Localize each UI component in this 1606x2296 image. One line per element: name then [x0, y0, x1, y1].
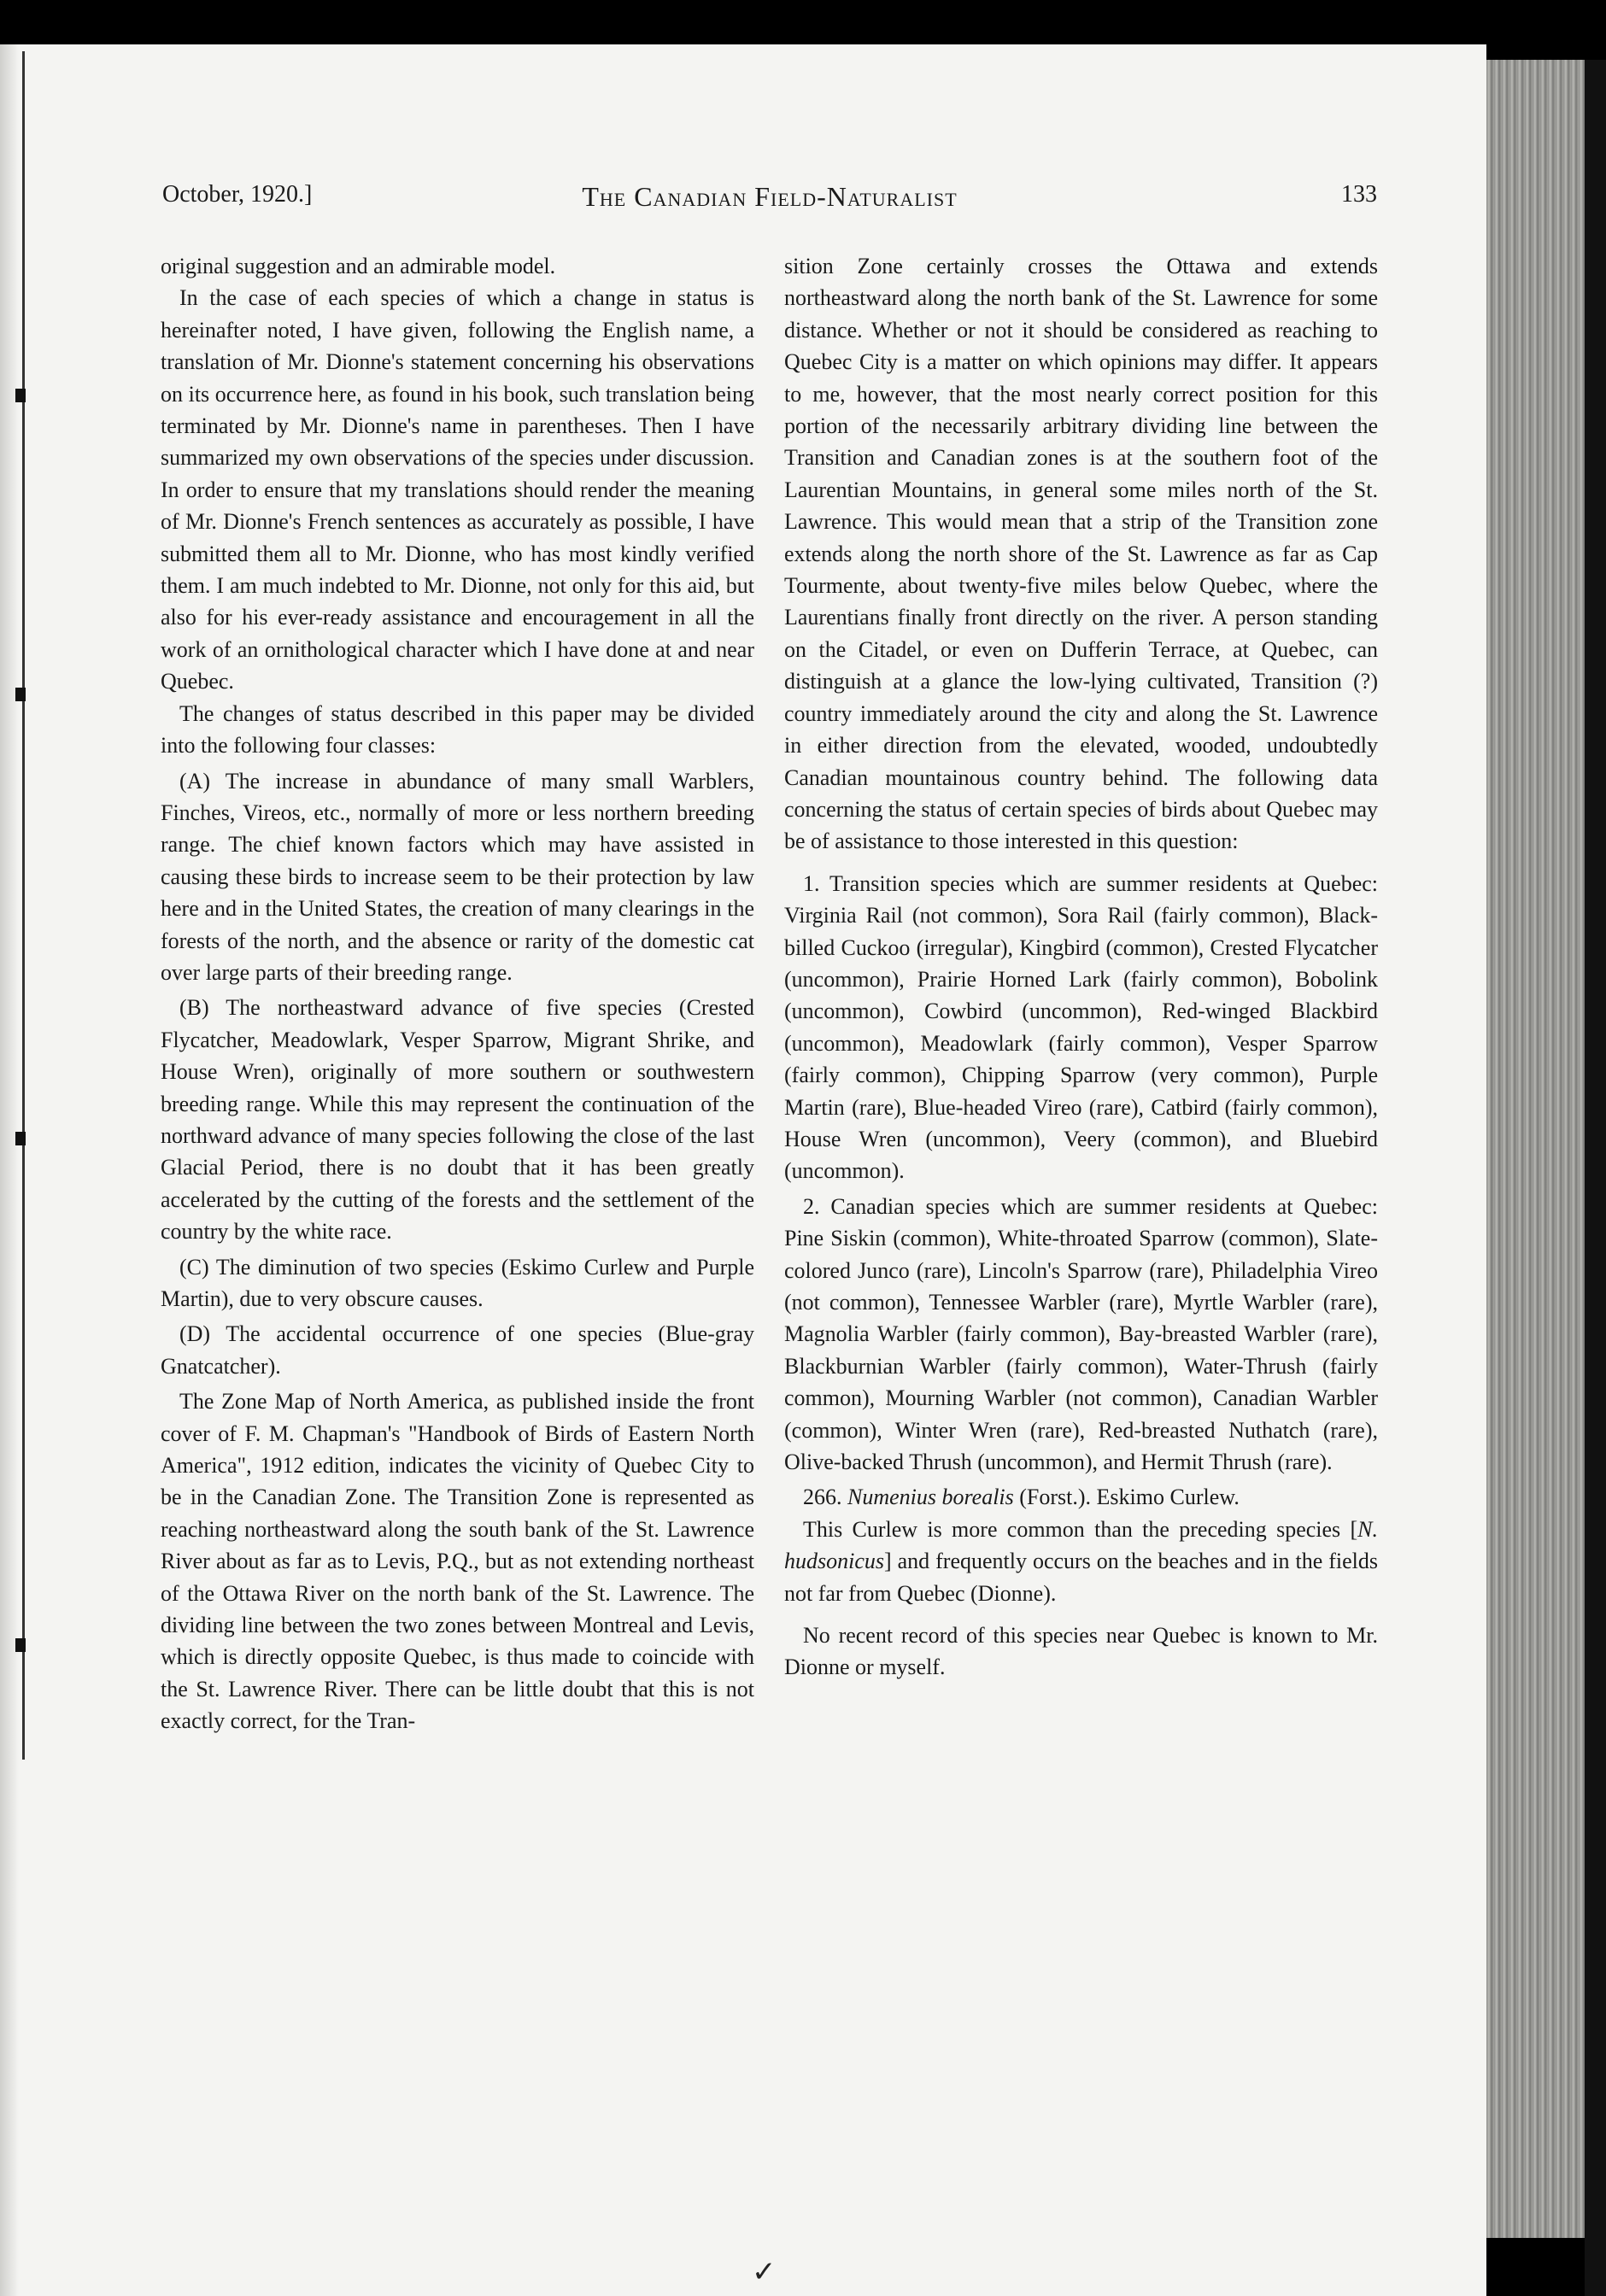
- quote-text: ] and frequently occurs on the beaches and in the fields not far from Quebec (Dionne).: [784, 1549, 1378, 1606]
- right-column: [784, 250, 1378, 1684]
- journal-title: The Canadian Field-Naturalist: [582, 181, 958, 212]
- quote-text: This Curlew is more common than the preceding species [: [803, 1516, 1358, 1542]
- species-number: 266.: [803, 1485, 842, 1510]
- paragraph: In the case of each species of which a change in status is hereinafter noted, I have given, following the English name, a translation of Mr. Dionne's statement concerning his observations on its occurrence here, as found in his book, such translation being terminated by Mr. Dionne's name in parentheses. Then I have summarized my own observations of the species under discussion. In order to ensure that my translations should render the meaning of Mr. Dionne's French sentences as accurately as possible, I have submitted them all to Mr. Dionne, who has most kindly verified them. I am much indebted to Mr. Dionne, not only for this aid, but also for his ever-ready assistance and encouragement in all the work of an ornithological character which I have done at and near Quebec.: [161, 285, 754, 694]
- paragraph-class-b: (B) The northeastward advance of five species (Crested Flycatcher, Meadowlark, Vesper Sparrow, Migrant Shrike, and House Wren), originally of more southern or southwestern breeding range. While this may represent the continuation of the northward advance of many species following the close of the last Glacial Period, there is no doubt that it has been greatly accelerated by the cutting of the forests and the settlement of the country by the white race.: [161, 995, 754, 1245]
- paragraph: No recent record of this species near Quebec is known to Mr. Dionne or myself.: [784, 1623, 1378, 1680]
- issue-date: October, 1920.]: [162, 181, 313, 208]
- page-number: 133: [1341, 181, 1377, 208]
- paragraph-dionne-quote: [784, 1514, 1378, 1609]
- binding-mark: [15, 688, 26, 701]
- scan-border: [1585, 60, 1606, 2296]
- species-latin-name: Numenius borealis: [847, 1485, 1014, 1510]
- paragraph: original suggestion and an admirable model.: [161, 254, 556, 278]
- page-gutter-shadow: [0, 44, 19, 2296]
- binding-mark: [15, 389, 26, 402]
- paragraph: sition Zone certainly crosses the Ottawa and extends northeastward along the north bank of the St. Lawrence for some distance. Whether or not it should be considered as reaching to Quebec City is a matter on which opinions may differ. It appears to me, however, that the most nearly correct position for this portion of the necessarily arbitrary dividing line between the Transition and Canadian zones is at the southern foot of the Laurentian Mountains, in general some miles north of the St. Lawrence. This would mean that a strip of the Transition zone extends along the north shore of the St. Lawrence as far as Cap Tourmente, about twenty-five miles below Quebec, where the Laurentians finally front directly on the river. A person standing on the Citadel, or even on Dufferin Terrace, at Quebec, can distinguish at a glance the low-lying cultivated, Transition (?) country immediately around the city and along the St. Lawrence in either direction from the elevated, wooded, undoubtedly Canadian mountainous country behind. The following data concerning the status of certain species of birds about Quebec may be of assistance to those interested in this question:: [784, 254, 1378, 854]
- paragraph-transition-species: 1. Transition species which are summer residents at Quebec: Virginia Rail (not common), Sora Rail (fairly common), Black-billed Cuckoo (irregular), Kingbird (common), Crested Flycatcher (uncommon), Prairie Horned Lark (fairly common), Bobolink (uncommon), Cowbird (uncommon), Red-winged Blackbird (uncommon), Meadowlark (fairly common), Vesper Sparrow (fairly common), Chipping Sparrow (very common), Purple Martin (rare), Blue-headed Vireo (rare), Catbird (fairly common), House Wren (uncommon), Veery (common), and Bluebird (uncommon).: [784, 870, 1378, 1184]
- species-heading: [784, 1481, 1378, 1513]
- paragraph: The changes of status described in this paper may be divided into the following four classes:: [161, 700, 754, 758]
- paragraph: The Zone Map of North America, as published inside the front cover of F. M. Chapman's "Handbook of Birds of Eastern North America", 1912 edition, indicates the vicinity of Quebec City to be in the Canadian Zone. The Transition Zone is represented as reaching northeastward along the south bank of the St. Lawrence River about as far as to Levis, P.Q., but as not extending northeast of the Ottawa River on the north bank of the St. Lawrence. The dividing line between the two zones between Montreal and Levis, which is directly opposite Quebec, is thus made to coincide with the St. Lawrence River. There can be little doubt that this is not exactly correct, for the Tran-: [161, 1389, 754, 1734]
- paragraph-class-c: (C) The diminution of two species (Eskimo Curlew and Purple Martin), due to very obscure causes.: [161, 1254, 754, 1311]
- book-page-edges: [1486, 60, 1585, 2238]
- binding-rule: [22, 51, 25, 1760]
- binding-mark: [15, 1638, 26, 1652]
- paragraph-canadian-species: 2. Canadian species which are summer residents at Quebec: Pine Siskin (common), White-throated Sparrow (common), Slate-colored Junco (rare), Lincoln's Sparrow (rare), Philadelphia Vireo (not common), Tennessee Warbler (rare), Myrtle Warbler (rare), Magnolia Warbler (fairly common), Bay-breasted Warbler (rare), Blackburnian Warbler (fairly common), Water-Thrush (fairly common), Mourning Warbler (not common), Canadian Warbler (common), Winter Wren (rare), Red-breasted Nuthatch (rare), Olive-backed Thrush (uncommon), and Hermit Thrush (rare).: [784, 1193, 1378, 1475]
- scan-mark-icon: ✓: [752, 2255, 777, 2289]
- left-column: [161, 250, 754, 1737]
- paragraph-class-d: (D) The accidental occurrence of one species (Blue-gray Gnatcatcher).: [161, 1321, 754, 1379]
- running-header: [162, 181, 1377, 224]
- species-authority: (Forst.). Eskimo Curlew.: [1019, 1485, 1240, 1510]
- quote-latin-name: N. hudsonicus: [784, 1516, 1378, 1574]
- paragraph-class-a: (A) The increase in abundance of many small Warblers, Finches, Vireos, etc., normally of more or less northern breeding range. The chief known factors which may have assisted in causing these birds to increase seem to be their protection by law here and in the United States, the creation of many clearings in the forests of the north, and the absence or rarity of the domestic cat over large parts of their breeding range.: [161, 768, 754, 985]
- binding-mark: [15, 1132, 26, 1145]
